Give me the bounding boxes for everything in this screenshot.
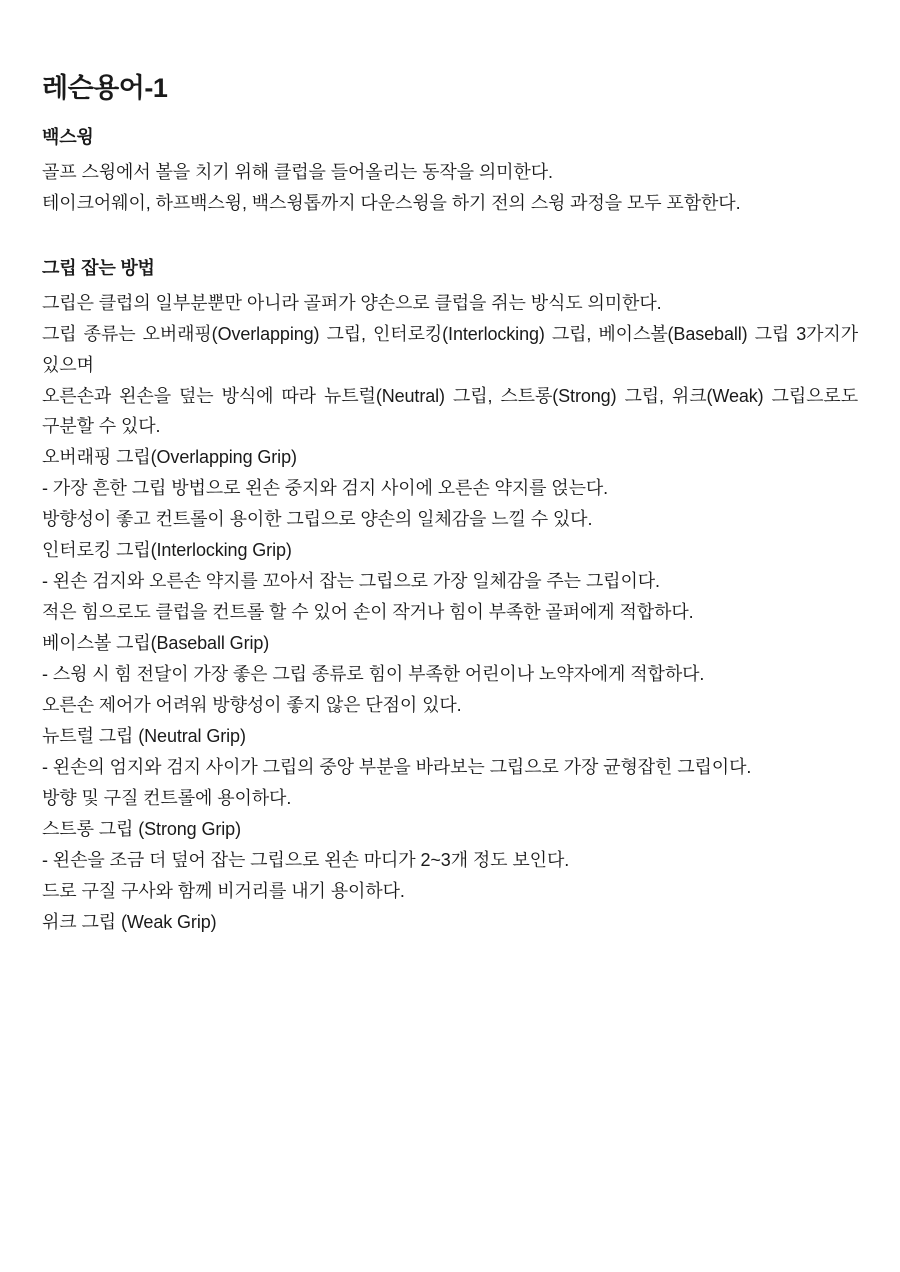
paragraph: - 왼손의 엄지와 검지 사이가 그립의 중앙 부분을 바라보는 그립으로 가장 균형잡힌 그립이다. [42, 756, 752, 777]
paragraph: 오른손 제어가 어려워 방향성이 좋지 않은 단점이 있다. [42, 695, 462, 716]
paragraph: 적은 힘으로도 클럽을 컨트롤 할 수 있어 손이 작거나 힘이 부족한 골퍼에게 적합하다. [42, 602, 694, 623]
paragraph: 골프 스윙에서 볼을 치기 위해 클럽을 들어올리는 동작을 의미한다. [42, 161, 553, 182]
section-spacer [42, 229, 858, 255]
section-heading: 그립 잡는 방법 [42, 257, 155, 278]
section-grip-method [42, 255, 858, 938]
paragraph: - 가장 흔한 그립 방법으로 왼손 중지와 검지 사이에 오른손 약지를 얹는다. [42, 478, 609, 499]
section-backswing [42, 124, 858, 219]
paragraph: 베이스볼 그립(Baseball Grip) [42, 633, 270, 654]
paragraph: 그립 종류는 오버래핑(Overlapping) 그립, 인터로킹(Interlocking) 그립, 베이스볼(Baseball) 그립 3가지가 있으며 [42, 323, 858, 375]
paragraph: 뉴트럴 그립 (Neutral Grip) [42, 726, 246, 746]
paragraph: 방향성이 좋고 컨트롤이 용이한 그립으로 양손의 일체감을 느낄 수 있다. [42, 509, 593, 530]
paragraph: 오버래핑 그립(Overlapping Grip) [42, 447, 297, 468]
paragraph: 위크 그립 (Weak Grip) [42, 911, 217, 932]
page-title: 레슨용어-1 [42, 73, 168, 103]
paragraph: - 왼손을 조금 더 덮어 잡는 그립으로 왼손 마디가 2~3개 정도 보인다. [42, 849, 570, 870]
paragraph: - 왼손 검지와 오른손 약지를 꼬아서 잡는 그립으로 가장 일체감을 주는 그립이다. [42, 571, 660, 592]
paragraph: 인터로킹 그립(Interlocking Grip) [42, 540, 292, 561]
paragraph: 방향 및 구질 컨트롤에 용이하다. [42, 787, 292, 808]
paragraph: 스트롱 그립 (Strong Grip) [42, 818, 241, 839]
paragraph: 테이크어웨이, 하프백스윙, 백스윙톱까지 다운스윙을 하기 전의 스윙 과정을 모두 포함한다. [42, 192, 741, 213]
paragraph: - 스윙 시 힘 전달이 가장 좋은 그립 종류로 힘이 부족한 어린이나 노약자에게 적합하다. [42, 664, 705, 685]
section-heading: 백스윙 [42, 126, 94, 147]
paragraph: 그립은 클럽의 일부분뿐만 아니라 골퍼가 양손으로 클럽을 쥐는 방식도 의미한다. [42, 292, 662, 313]
paragraph: 드로 구질 구사와 함께 비거리를 내기 용이하다. [42, 880, 405, 901]
paragraph: 오른손과 왼손을 덮는 방식에 따라 뉴트럴(Neutral) 그립, 스트롱(Strong) 그립, 위크(Weak) 그립으로도 구분할 수 있다. [42, 385, 858, 437]
